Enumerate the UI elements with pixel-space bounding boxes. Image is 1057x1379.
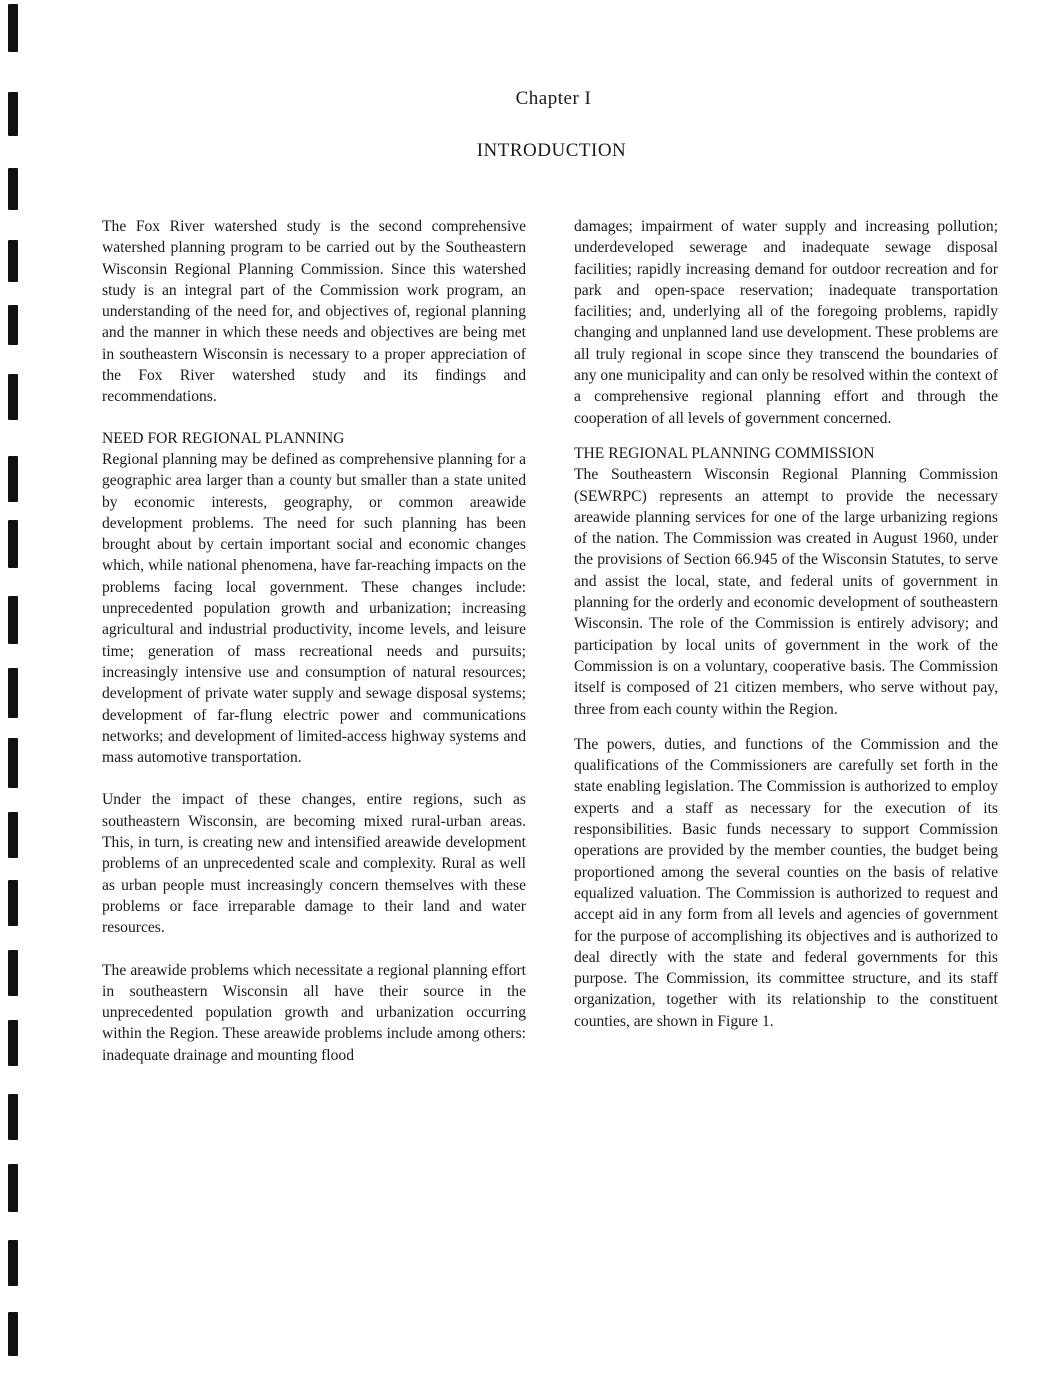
paragraph: The powers, duties, and functions of the Commission and the qualifications of the Commissioners are carefully set forth in the state enabling legislation. The Commission is authorized to employ experts and a staff as necessary for the execution of its responsibilities. Basic funds necessary to support Commission operations are provided by the member counties, the budget being proportioned among the several counties on the basis of relative equalized valuation. The Commission is authorized to request and accept aid in any form from all levels and agencies of government for the purpose of accomplishing its objectives and is authorized to deal directly with the state and federal governments for this purpose. The Commission, its committee structure, and its staff organization, together with its relationship to the constituent counties, are shown in Figure 1. — [574, 735, 998, 1030]
binding-mark — [8, 240, 18, 282]
binding-mark — [8, 596, 18, 644]
left-column — [102, 216, 526, 1066]
paragraph: The Fox River watershed study is the second comprehensive watershed planning program to be carried out by the Southeastern Wisconsin Regional Planning Commission. Since this watershed study is an integral part of the Commission work program, an understanding of the need for, and objectives of, regional planning and the manner in which these needs and objectives are being met in southeastern Wisconsin is necessary to a proper appreciation of the Fox River watershed study and its findings and recommendations. — [102, 218, 526, 406]
binding-mark — [8, 1094, 18, 1140]
chapter-title: INTRODUCTION — [476, 140, 627, 161]
binding-mark — [8, 1020, 18, 1066]
chapter-label: Chapter I — [515, 88, 592, 109]
binding-mark — [8, 456, 18, 502]
binding-mark — [8, 950, 18, 996]
binding-mark — [8, 305, 18, 345]
paragraph: The areawide problems which necessitate a regional planning effort in southeastern Wisconsin all have their source in the unprecedented population growth and urbanization occurring within the Region. These areawide problems include among others: inadequate drainage and mounting flood — [102, 961, 526, 1064]
binding-mark — [8, 374, 18, 420]
binding-holes — [8, 0, 20, 1379]
section-heading: NEED FOR REGIONAL PLANNING — [102, 429, 345, 447]
binding-mark — [8, 880, 18, 926]
binding-mark — [8, 1164, 18, 1212]
paragraph: Regional planning may be defined as comprehensive planning for a geographic area larger than a county but smaller than a state united by economic interests, geography, or common areawide development problems. The need for such planning has been brought about by certain important social and economic changes which, while national phenomena, have far-reaching impacts on the problems facing local government. These changes include: unprecedented population growth and urbanization; increasing agricultural and industrial productivity, income levels, and leisure time; generation of mass recreational needs and pursuits; increasingly intensive use and consumption of natural resources; development of private water supply and sewage disposal systems; development of far-flung electric power and communications networks; and development of limited-access highway systems and mass automotive transportation. — [102, 450, 526, 767]
binding-mark — [8, 738, 18, 788]
binding-mark — [8, 4, 18, 52]
binding-mark — [8, 168, 18, 210]
binding-mark — [8, 520, 18, 568]
binding-mark — [8, 1240, 18, 1286]
paragraph: damages; impairment of water supply and increasing pollution; underdeveloped sewerage and inadequate sewage disposal facilities; rapidly increasing demand for outdoor recreation and for park and open-space reservation; inadequate transportation facilities; and, underlying all of the foregoing problems, rapidly changing and unplanned land use development. These problems are all truly regional in scope since they transcend the boundaries of any one municipality and can only be resolved within the context of a comprehensive regional planning effort and through the cooperation of all levels of government concerned. — [574, 218, 998, 427]
paragraph: The Southeastern Wisconsin Regional Planning Commission (SEWRPC) represents an attempt to provide the necessary areawide planning services for one of the large urbanizing regions of the nation. The Commission was created in August 1960, under the provisions of Section 66.945 of the Wisconsin Statutes, to serve and assist the local, state, and federal units of government in planning for the orderly and economic development of southeastern Wisconsin. The role of the Commission is entirely advisory; and participation by local units of government in the work of the Commission is on a voluntary, cooperative basis. The Commission itself is composed of 21 citizen members, who serve without pay, three from each county within the Region. — [574, 466, 998, 718]
binding-mark — [8, 1312, 18, 1356]
binding-mark — [8, 668, 18, 718]
binding-mark — [8, 812, 18, 858]
paragraph: Under the impact of these changes, entire regions, such as southeastern Wisconsin, are becoming mixed rural-urban areas. This, in turn, is creating new and intensified areawide development problems of an unprecedented scale and complexity. Rural as well as urban people must increasingly concern themselves with these problems or face irreparable damage to their land and water resources. — [102, 791, 526, 937]
section-heading: THE REGIONAL PLANNING COMMISSION — [574, 444, 875, 462]
right-column — [574, 216, 998, 1032]
